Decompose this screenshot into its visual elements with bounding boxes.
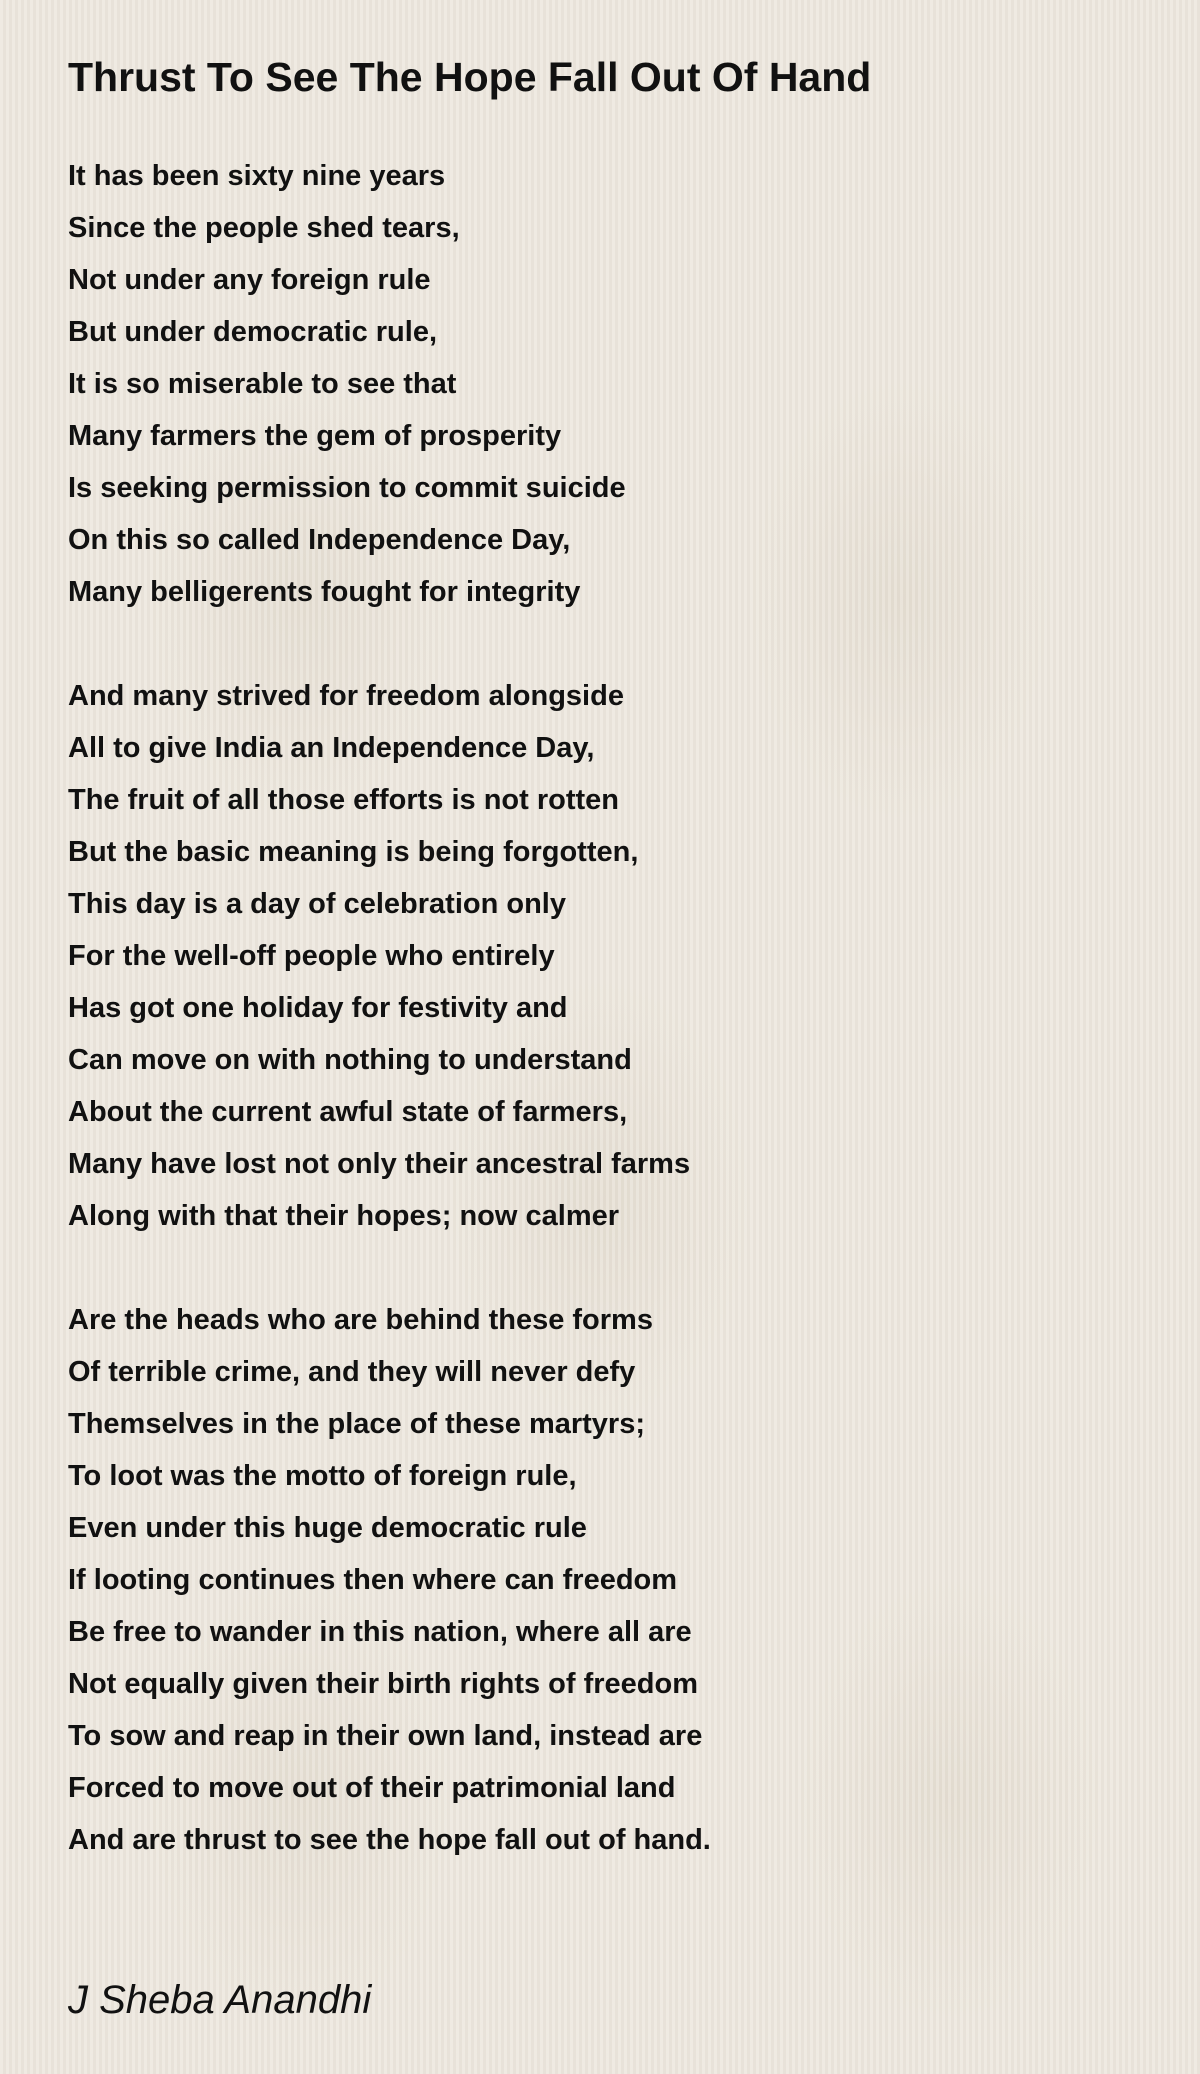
- poem-line: About the current awful state of farmers,: [68, 1096, 628, 1128]
- poem-line: It has been sixty nine years: [68, 160, 446, 192]
- poem-line: Is seeking permission to commit suicide: [68, 472, 626, 504]
- poem-line: This day is a day of celebration only: [68, 888, 566, 920]
- poem-line: Not equally given their birth rights of freedom: [68, 1668, 698, 1700]
- poem-line: For the well-off people who entirely: [68, 940, 555, 972]
- poem-line: To loot was the motto of foreign rule,: [68, 1460, 577, 1492]
- poem-line: Of terrible crime, and they will never defy: [68, 1356, 636, 1388]
- poem-line: Many belligerents fought for integrity: [68, 576, 581, 608]
- poem-line: Has got one holiday for festivity and: [68, 992, 568, 1024]
- poem-line: Many have lost not only their ancestral farms: [68, 1148, 691, 1180]
- poem-title: Thrust To See The Hope Fall Out Of Hand: [68, 54, 872, 100]
- poem-line: But the basic meaning is being forgotten,: [68, 836, 639, 868]
- stanza-3: [68, 1294, 1168, 1866]
- poem-line: The fruit of all those efforts is not rotten: [68, 784, 619, 816]
- poem-line: It is so miserable to see that: [68, 368, 457, 400]
- poem-author: J Sheba Anandhi: [68, 1978, 372, 2022]
- poem-line: Even under this huge democratic rule: [68, 1512, 587, 1544]
- stanza-1: [68, 150, 1168, 618]
- stanza-2: [68, 670, 1168, 1242]
- poem-line: Since the people shed tears,: [68, 212, 460, 244]
- poem-line: Forced to move out of their patrimonial land: [68, 1772, 676, 1804]
- poem-line: To sow and reap in their own land, instead are: [68, 1720, 703, 1752]
- poem-line: All to give India an Independence Day,: [68, 732, 595, 764]
- poem-line: Themselves in the place of these martyrs;: [68, 1408, 645, 1440]
- poem-body: [68, 150, 1168, 1918]
- poem-line: If looting continues then where can freedom: [68, 1564, 678, 1596]
- poem-line: Are the heads who are behind these forms: [68, 1304, 653, 1336]
- poem-line: And many strived for freedom alongside: [68, 680, 624, 712]
- poem-line: And are thrust to see the hope fall out of hand.: [68, 1824, 711, 1856]
- poem-line: Along with that their hopes; now calmer: [68, 1200, 620, 1232]
- poem-line: Not under any foreign rule: [68, 264, 431, 296]
- poem-line: Be free to wander in this nation, where all are: [68, 1616, 692, 1648]
- poem-line: Can move on with nothing to understand: [68, 1044, 632, 1076]
- poem-line: But under democratic rule,: [68, 316, 438, 348]
- poem-line: On this so called Independence Day,: [68, 524, 571, 556]
- poem-line: Many farmers the gem of prosperity: [68, 420, 562, 452]
